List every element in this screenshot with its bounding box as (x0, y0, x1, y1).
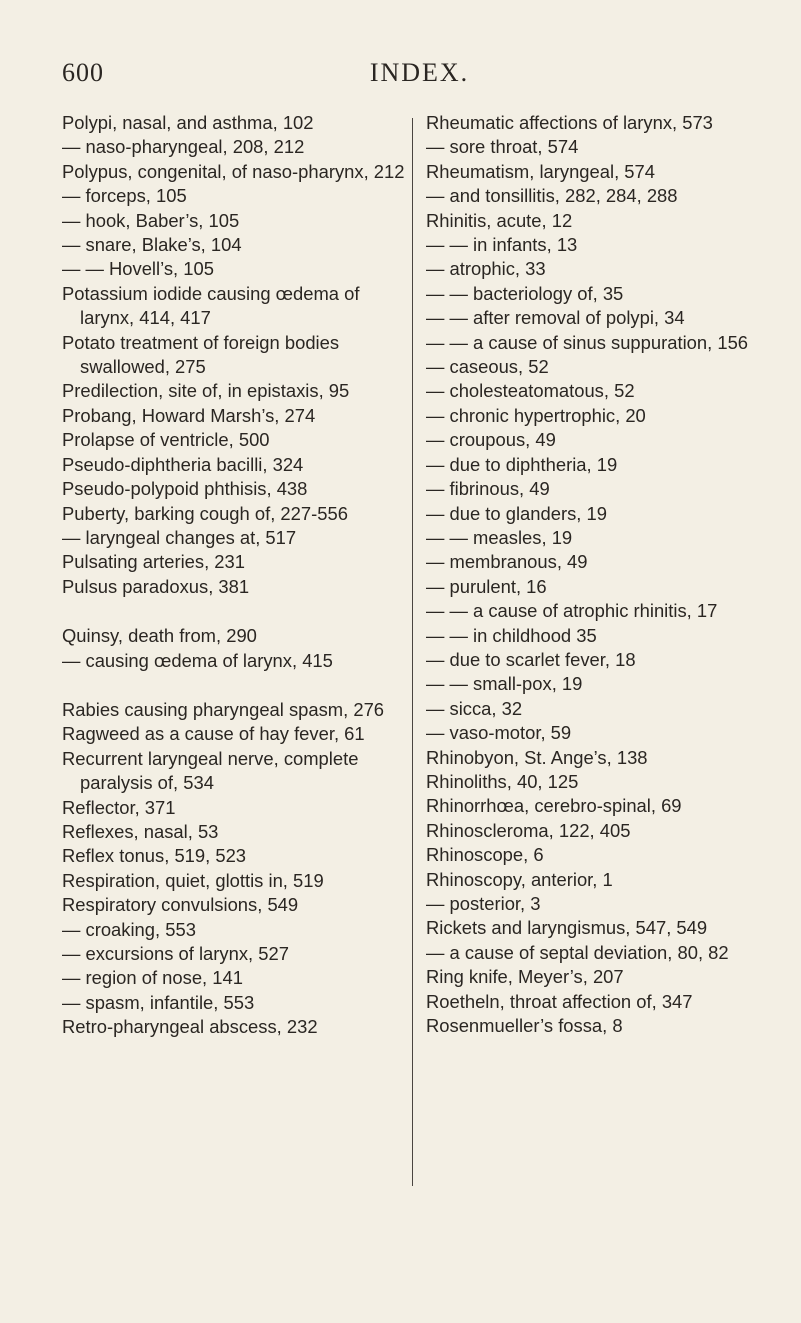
index-entry: — vaso-motor, 59 (426, 722, 572, 744)
index-entry: Quinsy, death from, 290 (62, 625, 257, 647)
index-entry: — naso-pharyngeal, 208, 212 (62, 136, 305, 158)
index-entry: Reflex tonus, 519, 523 (62, 845, 247, 867)
index-entry: — cholesteatomatous, 52 (426, 380, 635, 402)
index-entry: — — Hovell’s, 105 (62, 258, 214, 280)
index-entry: — — a cause of sinus suppuration, 156 (426, 331, 749, 353)
index-entry: Recurrent laryngeal nerve, complete paralysis of, 534 (62, 747, 359, 794)
index-entry: — chronic hypertrophic, 20 (426, 404, 646, 426)
index-entry: Ragweed as a cause of hay fever, 61 (62, 723, 365, 745)
index-entry: Respiratory convulsions, 549 (62, 894, 299, 916)
index-entry: Polypi, nasal, and asthma, 102 (62, 112, 314, 133)
index-entry: — fibrinous, 49 (426, 478, 550, 500)
index-entry: Rosenmueller’s fossa, 8 (426, 1015, 623, 1037)
index-block-q (62, 624, 406, 673)
section-gap (62, 599, 406, 624)
index-entry: Rheumatic affections of larynx, 573 (426, 112, 713, 133)
index-entry: — — in childhood 35 (426, 624, 597, 646)
index-entry: — due to diphtheria, 19 (426, 453, 618, 475)
index-entry: Ring knife, Meyer’s, 207 (426, 966, 624, 988)
index-entry: — caseous, 52 (426, 356, 549, 378)
index-entry: — region of nose, 141 (62, 967, 243, 989)
index-entry: Puberty, barking cough of, 227-556 (62, 502, 348, 524)
index-entry: — due to glanders, 19 (426, 502, 607, 524)
index-entry: — — small-pox, 19 (426, 673, 583, 695)
left-column (62, 111, 406, 1040)
index-entry: Potassium iodide causing œdema of larynx, 414, 417 (62, 282, 360, 329)
index-entry: — spasm, infantile, 553 (62, 991, 255, 1013)
index-entry: — snare, Blake’s, 104 (62, 234, 242, 256)
index-entry: — due to scarlet fever, 18 (426, 648, 636, 670)
index-entry: — membranous, 49 (426, 551, 588, 573)
index-entry: Rhinoscopy, anterior, 1 (426, 868, 613, 890)
index-entry: — atrophic, 33 (426, 258, 546, 280)
running-title: INDEX. (369, 58, 470, 87)
index-entry: — — after removal of polypi, 34 (426, 307, 685, 329)
index-entry: — laryngeal changes at, 517 (62, 526, 297, 548)
index-entry: Rhinoscope, 6 (426, 844, 544, 866)
index-block-r (62, 698, 406, 1040)
index-entry: — croaking, 553 (62, 918, 196, 940)
index-entry: — a cause of septal deviation, 80, 82 (426, 941, 729, 963)
index-entry: — excursions of larynx, 527 (62, 943, 289, 964)
index-entry: Rhinitis, acute, 12 (426, 209, 573, 231)
page-header (62, 58, 777, 90)
section-gap (62, 673, 406, 698)
index-entry: Respiration, quiet, glottis in, 519 (62, 869, 324, 891)
index-entry: Probang, Howard Marsh’s, 274 (62, 404, 316, 426)
column-divider (412, 118, 413, 1186)
index-entry: — and tonsillitis, 282, 284, 288 (426, 185, 678, 207)
index-entry: Polypus, congenital, of naso-pharynx, 212 (62, 160, 405, 182)
index-entry: — sicca, 32 (426, 697, 523, 719)
index-entry: Reflector, 371 (62, 796, 176, 818)
index-entry: — posterior, 3 (426, 893, 541, 914)
index-entry: Pulsating arteries, 231 (62, 551, 245, 573)
index-entry: Rhinoliths, 40, 125 (426, 770, 579, 792)
index-entry: — forceps, 105 (62, 185, 187, 207)
index-entry: — croupous, 49 (426, 429, 556, 451)
index-entry: — hook, Baber’s, 105 (62, 209, 240, 231)
index-entry: — — a cause of atrophic rhinitis, 17 (426, 600, 718, 622)
index-entry: Pulsus paradoxus, 381 (62, 575, 250, 597)
index-entry: — — in infants, 13 (426, 234, 578, 256)
index-entry: Rhinobyon, St. Ange’s, 138 (426, 746, 648, 768)
right-column (426, 111, 778, 1038)
index-entry: Rhinorrhœa, cerebro-spinal, 69 (426, 795, 682, 817)
index-entry: Pseudo-diphtheria bacilli, 324 (62, 453, 304, 475)
index-entry: Rickets and laryngismus, 547, 549 (426, 917, 708, 939)
index-entry: Rheumatism, laryngeal, 574 (426, 160, 655, 182)
index-entry: Predilection, site of, in epistaxis, 95 (62, 380, 350, 402)
index-entry: Potato treatment of foreign bodies swallowed, 275 (62, 331, 340, 378)
page-number: 600 (62, 58, 104, 87)
index-entry: Roetheln, throat affection of, 347 (426, 990, 693, 1012)
index-entry: Reflexes, nasal, 53 (62, 820, 219, 842)
index-entry: — — bacteriology of, 35 (426, 282, 624, 304)
index-entry: — purulent, 16 (426, 575, 547, 597)
index-entry: Retro-pharyngeal abscess, 232 (62, 1016, 318, 1038)
index-entry: Rabies causing pharyngeal spasm, 276 (62, 698, 385, 720)
index-entry: — — measles, 19 (426, 526, 573, 548)
index-entry: Prolapse of ventricle, 500 (62, 429, 270, 451)
index-entry: Rhinoscleroma, 122, 405 (426, 819, 631, 841)
index-entry: — sore throat, 574 (426, 136, 579, 158)
index-entry: — causing œdema of larynx, 415 (62, 649, 333, 671)
index-block-p (62, 111, 406, 599)
index-entry: Pseudo-polypoid phthisis, 438 (62, 478, 308, 500)
